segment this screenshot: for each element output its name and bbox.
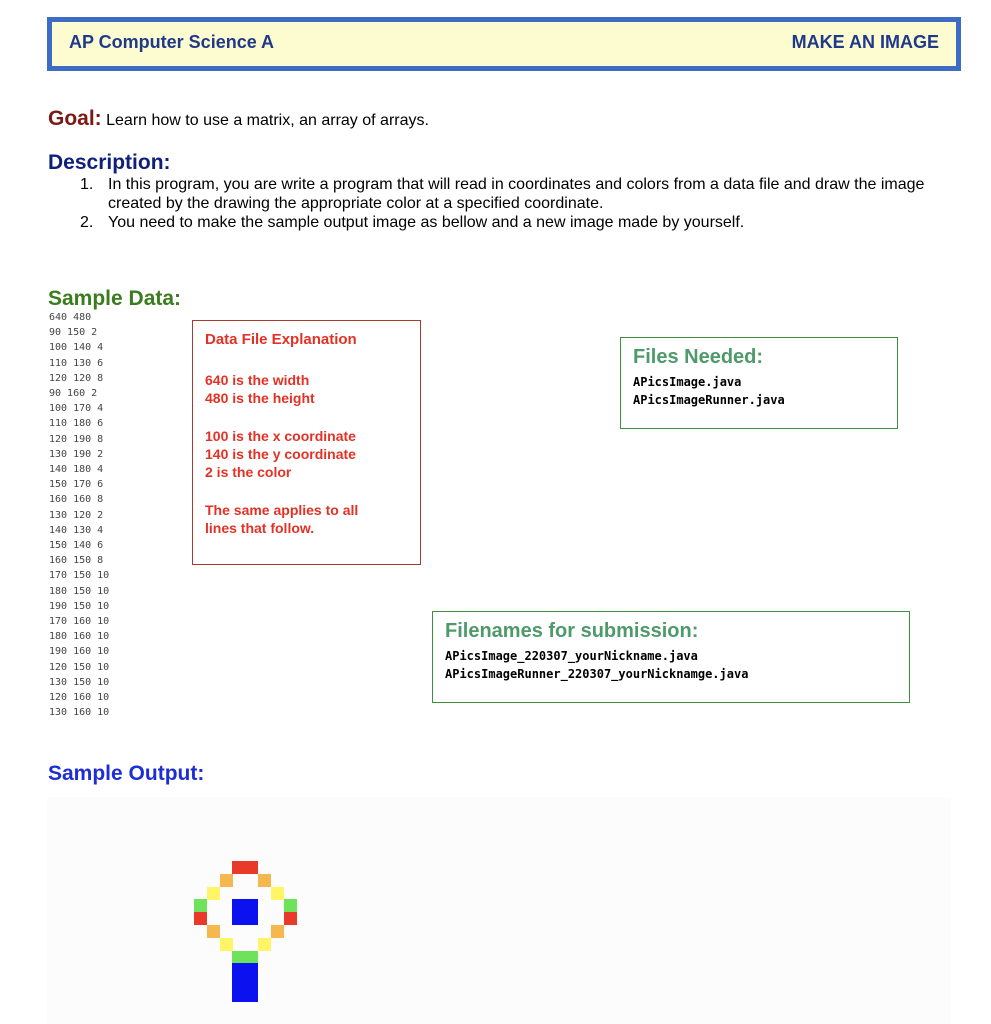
description-heading: Description: bbox=[48, 151, 171, 174]
file-name: APicsImage.java bbox=[633, 375, 742, 389]
title-banner bbox=[47, 17, 961, 71]
sample-data-lines bbox=[49, 310, 109, 720]
data-line: 120 160 10 bbox=[49, 692, 110, 704]
goal-line bbox=[48, 107, 429, 131]
explanation-y: 140 is the y coordinate bbox=[205, 446, 356, 462]
data-file-explanation-box bbox=[192, 320, 421, 565]
explanation-title: Data File Explanation bbox=[205, 331, 357, 348]
pixel-red bbox=[245, 861, 258, 874]
pixel-green bbox=[245, 951, 258, 964]
pixel-orange bbox=[220, 874, 233, 887]
data-line: 110 130 6 bbox=[49, 357, 104, 369]
goal-label: Goal: bbox=[48, 107, 102, 130]
pixel-orange bbox=[271, 925, 284, 938]
description-item bbox=[80, 213, 940, 232]
pixel-red bbox=[232, 861, 245, 874]
data-line: 120 150 10 bbox=[49, 661, 110, 673]
sample-output-image bbox=[47, 797, 951, 1024]
sample-data-heading: Sample Data: bbox=[48, 287, 182, 310]
data-line: 190 160 10 bbox=[49, 646, 110, 658]
explanation-height: 480 is the height bbox=[205, 390, 315, 406]
pixel-yellow bbox=[258, 938, 271, 951]
pixel-green bbox=[284, 899, 297, 912]
data-line: 100 140 4 bbox=[49, 342, 104, 354]
explanation-same-2: lines that follow. bbox=[205, 520, 315, 536]
data-line: 170 160 10 bbox=[49, 616, 110, 628]
data-line: 140 130 4 bbox=[49, 524, 104, 536]
course-title: AP Computer Science A bbox=[69, 32, 275, 52]
item-number: 2. bbox=[80, 214, 94, 231]
sample-output-heading: Sample Output: bbox=[48, 762, 205, 785]
data-line: 180 150 10 bbox=[49, 585, 110, 597]
explanation-same-1: The same applies to all bbox=[205, 502, 359, 518]
data-line: 90 150 2 bbox=[49, 327, 98, 339]
files-needed-box bbox=[620, 337, 898, 429]
pixel-blue bbox=[232, 899, 258, 925]
pixel-yellow bbox=[271, 887, 284, 900]
description-list bbox=[80, 175, 940, 232]
data-line: 150 140 6 bbox=[49, 540, 104, 552]
pixel-red bbox=[284, 912, 297, 925]
item-text: You need to make the sample output image as bellow and a new image made by yourself. bbox=[108, 214, 745, 231]
explanation-color: 2 is the color bbox=[205, 464, 292, 480]
item-text: In this program, you are write a program that will read in coordinates and colors from a data file and draw the image created by the drawing the appropriate color at a specified coordinate. bbox=[108, 176, 925, 212]
data-line: 170 150 10 bbox=[49, 570, 110, 582]
assignment-title: MAKE AN IMAGE bbox=[791, 32, 939, 52]
pixel-yellow bbox=[220, 938, 233, 951]
data-line: 120 120 8 bbox=[49, 372, 104, 384]
goal-text: Learn how to use a matrix, an array of arrays. bbox=[106, 112, 429, 129]
data-line: 640 480 bbox=[49, 312, 92, 323]
submission-filenames-box bbox=[432, 611, 910, 703]
data-line: 130 150 10 bbox=[49, 676, 110, 688]
data-line: 160 160 8 bbox=[49, 494, 104, 506]
pixel-yellow bbox=[207, 887, 220, 900]
submission-file-name: APicsImageRunner_220307_yourNicknamge.java bbox=[445, 667, 749, 681]
explanation-x: 100 is the x coordinate bbox=[205, 428, 356, 444]
data-line: 160 150 8 bbox=[49, 555, 104, 567]
submission-file-name: APicsImage_220307_yourNickname.java bbox=[445, 649, 698, 663]
pixel-green bbox=[194, 899, 207, 912]
data-line: 190 150 10 bbox=[49, 600, 110, 612]
submission-heading: Filenames for submission: bbox=[445, 620, 699, 642]
data-line: 150 170 6 bbox=[49, 479, 104, 491]
pixel-orange bbox=[258, 874, 271, 887]
data-line: 120 190 8 bbox=[49, 433, 104, 445]
data-line: 180 160 10 bbox=[49, 631, 110, 643]
item-number: 1. bbox=[80, 176, 94, 193]
data-line: 90 160 2 bbox=[49, 388, 98, 400]
data-line: 130 120 2 bbox=[49, 509, 104, 521]
data-line: 140 180 4 bbox=[49, 464, 104, 476]
data-line: 110 180 6 bbox=[49, 418, 104, 430]
description-item bbox=[80, 175, 940, 213]
pixel-green bbox=[232, 951, 245, 964]
data-line: 130 190 2 bbox=[49, 448, 104, 460]
files-needed-heading: Files Needed: bbox=[633, 346, 764, 368]
data-line: 130 160 10 bbox=[49, 707, 110, 719]
data-line: 100 170 4 bbox=[49, 403, 104, 415]
pixel-blue bbox=[232, 963, 258, 1001]
pixel-red bbox=[194, 912, 207, 925]
file-name: APicsImageRunner.java bbox=[633, 393, 785, 407]
explanation-width: 640 is the width bbox=[205, 372, 310, 388]
pixel-orange bbox=[207, 925, 220, 938]
